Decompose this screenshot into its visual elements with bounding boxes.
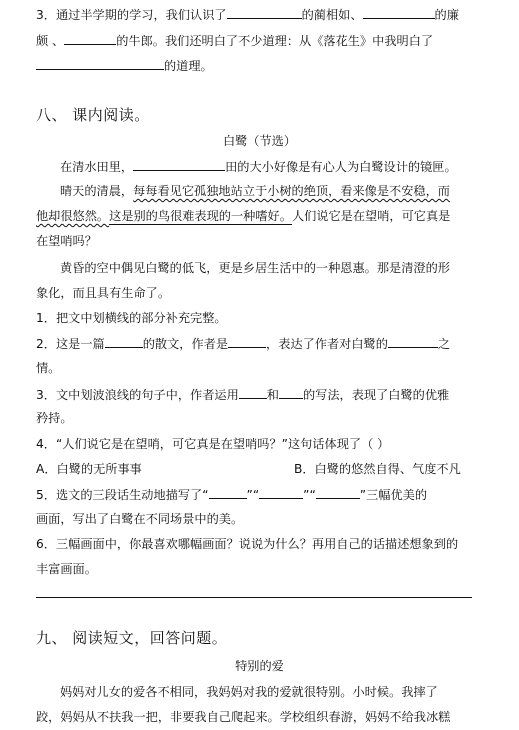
- q3-top-line3: 的道理。: [36, 57, 507, 75]
- section-nine-heading: 九、 阅读短文，回答问题。: [36, 629, 228, 647]
- answer-blank[interactable]: [105, 335, 143, 348]
- passage-paragraph-1: 在清水田里， 田的大小好像是有心人为白鹭设计的镜匣。: [60, 160, 457, 174]
- q3-top-line1: 3．通过半学期的学习，我们认识了 的蔺相如、 的廉: [36, 8, 459, 22]
- passage-paragraph-3-line1: 黄昏的空中偶见白鹭的低飞，更是乡居生活中的一种恩惠。那是清澄的形: [60, 261, 450, 275]
- answer-blank[interactable]: [259, 486, 303, 499]
- passage-paragraph-2-line3: 在望哨吗？: [36, 234, 97, 248]
- option-b[interactable]: B．白鹭的悠然自得、气度不凡: [294, 462, 461, 476]
- question-4: 4．“人们说它是在望哨，可它真是在望哨吗？”这句话体现了（ ）: [36, 437, 390, 451]
- question-1: 1．把文中划横线的部分补充完整。: [36, 311, 227, 325]
- answer-blank[interactable]: [209, 486, 247, 499]
- answer-blank[interactable]: [363, 6, 435, 19]
- answer-blank[interactable]: [227, 6, 302, 19]
- answer-blank[interactable]: [64, 32, 116, 45]
- question-2-line1: 2．这是一篇 的散文，作者是 ，表达了作者对白鹭的 之: [36, 337, 451, 351]
- q3-top-line2: 颇 、 的牛郎。我们还明白了不少道理：从《落花生》中我明白了: [36, 34, 434, 48]
- option-a[interactable]: A．白鹭的无所事事: [36, 462, 142, 476]
- answer-blank[interactable]: [316, 486, 360, 499]
- answer-blank[interactable]: [36, 57, 164, 70]
- question-4-options: [36, 461, 507, 478]
- passage-paragraph-2-line1: 晴天的清晨，每每看见它孤独地站立于小树的绝顶，看来像是不安稳，而: [60, 184, 450, 198]
- question-6-line2: 丰富画面。: [36, 562, 97, 576]
- question-3-line1: 3．文中划波浪线的句子中，作者运用 和 的写法，表现了白鹭的优雅: [36, 388, 450, 402]
- passage-title-2: 特别的爱: [235, 659, 284, 673]
- answer-blank[interactable]: [228, 335, 266, 348]
- straight-underlined-sentence: 这是别的鸟很难表现的一种嗜好。: [109, 209, 292, 223]
- passage2-line2: 跤，妈妈从不扶我一把，非要我自己爬起来。学校组织春游，妈妈不给我冰糕: [36, 710, 451, 724]
- passage-paragraph-2-line2: 他却很悠然。这是别的鸟很难表现的一种嗜好。人们说它是在望哨，可它真是: [36, 209, 451, 223]
- question-6-line1: 6．三幅画面中，你最喜欢哪幅画面？说说为什么？再用自己的话描述想象到的: [36, 537, 459, 551]
- passage2-line1: 妈妈对儿女的爱各不相同，我妈妈对我的爱就很特别。小时候。我摔了: [60, 685, 438, 699]
- question-2-line2: 情。: [36, 361, 61, 375]
- answer-line[interactable]: [36, 597, 472, 598]
- passage-title: 白鹭（节选）: [222, 134, 297, 148]
- section-eight-heading: 八、 课内阅读。: [36, 106, 150, 124]
- passage-paragraph-3-line2: 象化，而且具有生命了。: [36, 286, 171, 300]
- wavy-underlined-sentence: 每每看见它孤独地站立于小树的绝顶，看来像是不安稳，而: [133, 184, 450, 198]
- question-5-line2: 画面，写出了白鹭在不同场景中的美。: [36, 512, 244, 526]
- question-3-line2: 矜持。: [36, 411, 73, 425]
- answer-blank[interactable]: [239, 386, 267, 399]
- question-5-line1: 5．选文的三段话生动地描写了“ ”“ ”“ ”三幅优美的: [36, 488, 428, 502]
- answer-blank[interactable]: [279, 386, 303, 399]
- wavy-underlined-sentence-end: 他却很悠然。: [36, 209, 110, 223]
- answer-blank[interactable]: [133, 158, 225, 171]
- answer-blank[interactable]: [388, 335, 438, 348]
